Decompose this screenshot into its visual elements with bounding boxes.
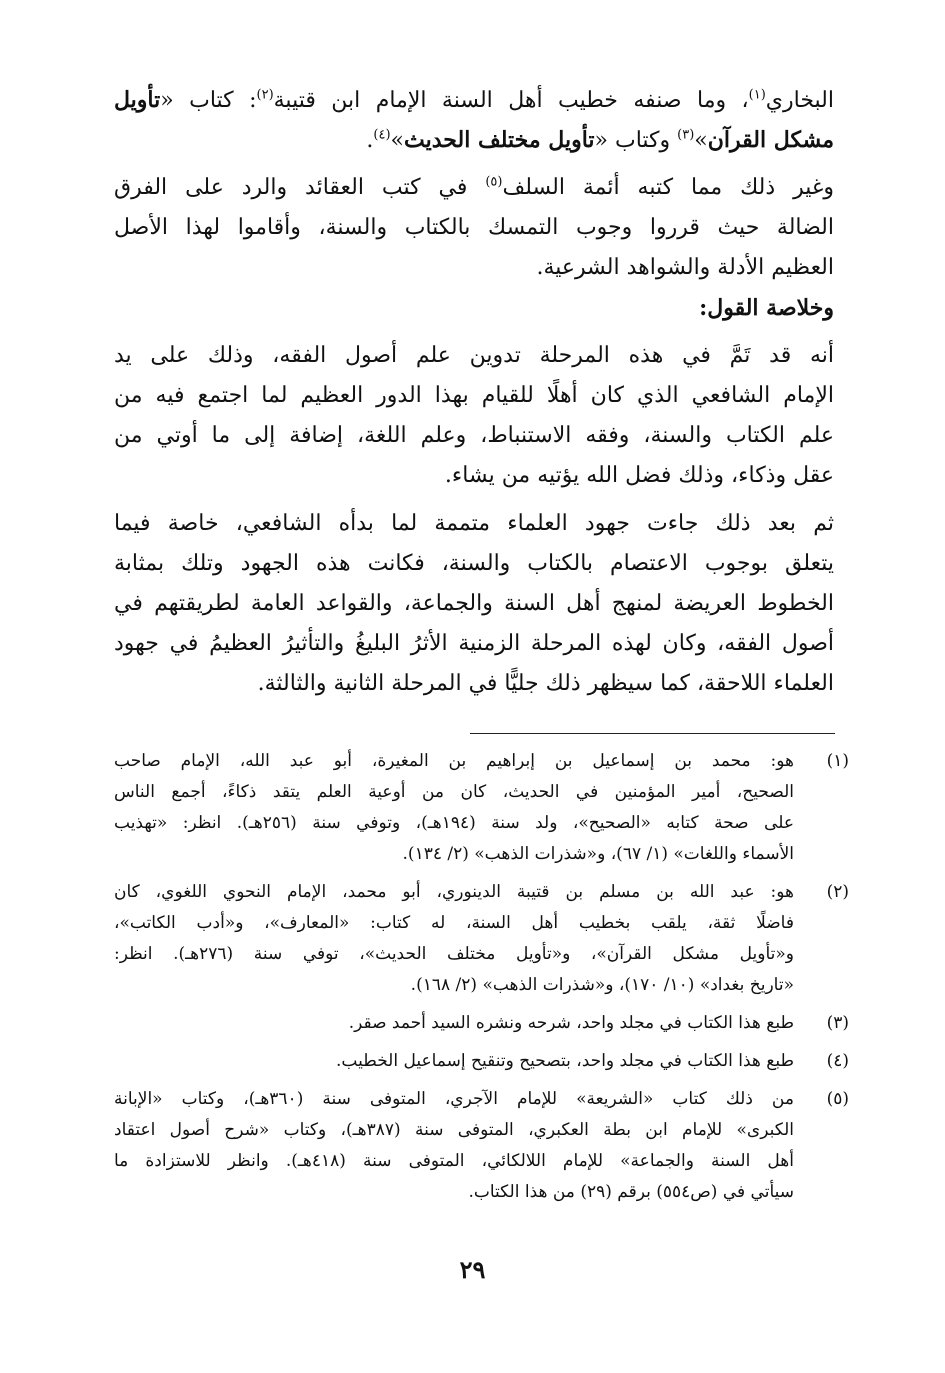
footnote-ref-1[interactable]: (١) — [748, 87, 766, 103]
footnote-line: الصحيح، أمير المؤمنين في الحديث، كان من أوعية العلم يتقد ذكاءً، أجمع الناس — [114, 782, 794, 802]
footnote-line: و«تأويل مشكل القرآن»، و«تأويل مختلف الحديث»، توفي سنة (٢٧٦هـ). انظر: — [114, 944, 794, 964]
paragraph-4-line-1: ثم بعد ذلك جاءت جهود العلماء متممة لما بدأه الشافعي، خاصة فيما — [114, 511, 834, 536]
footnote-4 — [114, 1046, 849, 1077]
footnote-ref-2[interactable]: (٢) — [256, 87, 274, 103]
footnote-line: سيأتي في (ص٥٥٤) برقم (٢٩) من هذا الكتاب. — [468, 1182, 794, 1202]
footnote-number: (٤) — [826, 1051, 849, 1071]
paragraph-2-line-3: العظيم الأدلة والشواهد الشرعية. — [536, 255, 834, 280]
footnote-line: طبع هذا الكتاب في مجلد واحد، شرحه ونشره السيد أحمد صقر. — [348, 1013, 794, 1033]
footnote-line: فاضلًا ثقة، يلقب بخطيب أهل السنة، له كتاب: «المعارف»، و«أدب الكاتب»، — [114, 913, 794, 933]
paragraph-2-line-1: وغير ذلك مما كتبه أئمة السلف$^{(٥)}$ في كتب العقائد والرد على الفرق — [114, 174, 834, 200]
section-heading: وخلاصة القول: — [699, 295, 834, 321]
footnote-line: «تاريخ بغداد» (١٠/ ١٧٠)، و«شذرات الذهب» (٢/ ١٦٨). — [410, 975, 794, 995]
footnote-ref-5[interactable]: (٥) — [485, 174, 503, 190]
footnotes — [114, 746, 849, 1215]
book-title-bold: مشكل القرآن — [707, 127, 834, 153]
footnote-line: الأسماء واللغات» (١/ ٦٧)، و«شذرات الذهب» (٢/ ١٣٤). — [402, 844, 794, 864]
footnote-number: (٢) — [826, 882, 849, 902]
paragraph-3-line-4: عقل وذكاء، وذلك فضل الله يؤتيه من يشاء. — [444, 463, 834, 488]
footnote-line: أهل السنة والجماعة» للإمام اللالكائي، المتوفى سنة (٤١٨هـ). وانظر للاستزادة ما — [114, 1151, 794, 1171]
footnote-line: هو: محمد بن إسماعيل بن إبراهيم بن المغيرة، أبو عبد الله، الإمام صاحب — [114, 751, 794, 771]
paragraph-4-line-5: العلماء اللاحقة، كما سيظهر ذلك جليًّا في المرحلة الثانية والثالثة. — [257, 671, 834, 696]
footnote-line: على صحة كتابه «الصحيح»، ولد سنة (١٩٤هـ)، وتوفي سنة (٢٥٦هـ). انظر: «تهذيب — [114, 813, 794, 833]
paragraph-3-line-2: الإمام الشافعي الذي كان أهلًا للقيام بهذا الدور العظيم لما اجتمع فيه من — [114, 383, 834, 408]
footnote-line: طبع هذا الكتاب في مجلد واحد، بتصحيح وتنقيح إسماعيل الخطيب. — [336, 1051, 794, 1071]
footnote-divider — [470, 733, 835, 734]
footnote-number: (١) — [826, 751, 849, 771]
footnote-2 — [114, 877, 849, 1001]
paragraph-2-line-2: الضالة حيث قرروا وجوب التمسك بالكتاب والسنة، وأقاموا لهذا الأصل — [114, 215, 834, 240]
paragraph-1-line-1: البخاري$^{(١)}$، وما صنفه خطيب أهل السنة الإمام ابن قتيبة$^{(٢)}$: كتاب «تأويل — [114, 87, 834, 113]
footnote-line: من ذلك كتاب «الشريعة» للإمام الآجري، المتوفى سنة (٣٦٠هـ)، وكتاب «الإبانة — [114, 1089, 794, 1109]
footnote-line: هو: عبد الله بن مسلم بن قتيبة الدينوري، أبو محمد، الإمام النحوي اللغوي، كان — [114, 882, 794, 902]
footnote-ref-3[interactable]: (٣) — [677, 127, 695, 143]
footnote-1 — [114, 746, 849, 870]
page-number: ٢٩ — [459, 1255, 486, 1284]
paragraph-4-line-2: يتعلق بوجوب الاعتصام بالكتاب والسنة، فكانت هذه الجهود وتلك بمثابة — [114, 551, 834, 576]
main-text — [114, 80, 834, 704]
paragraph-1-line-2: مشكل القرآن»$^{(٣)}$ وكتاب «تأويل مختلف الحديث»$^{(٤)}$. — [366, 127, 834, 153]
book-title-bold: تأويل — [114, 87, 161, 113]
footnote-ref-4[interactable]: (٤) — [373, 127, 391, 143]
footnote-3 — [114, 1008, 849, 1039]
footnote-number: (٣) — [826, 1013, 849, 1033]
footnote-number: (٥) — [826, 1089, 849, 1109]
footnote-5 — [114, 1084, 849, 1208]
paragraph-3-line-3: علم الكتاب والسنة، وفقه الاستنباط، وعلم اللغة، إضافة إلى ما أوتي من — [114, 423, 834, 448]
footnote-line: الكبرى» للإمام ابن بطة العكبري، المتوفى سنة (٣٨٧هـ)، وكتاب «شرح أصول اعتقاد — [114, 1120, 794, 1140]
book-title-bold: تأويل مختلف الحديث — [404, 127, 595, 153]
paragraph-4-line-3: الخطوط العريضة لمنهج أهل السنة والجماعة، والقواعد العامة لطريقتهم في — [114, 591, 834, 616]
paragraph-3-line-1: أنه قد تَمَّ في هذه المرحلة تدوين علم أصول الفقه، وذلك على يد — [114, 343, 834, 368]
paragraph-4-line-4: أصول الفقه، وكان لهذه المرحلة الزمنية الأثرُ البليغُ والتأثيرُ العظيمُ في جهود — [114, 631, 834, 656]
